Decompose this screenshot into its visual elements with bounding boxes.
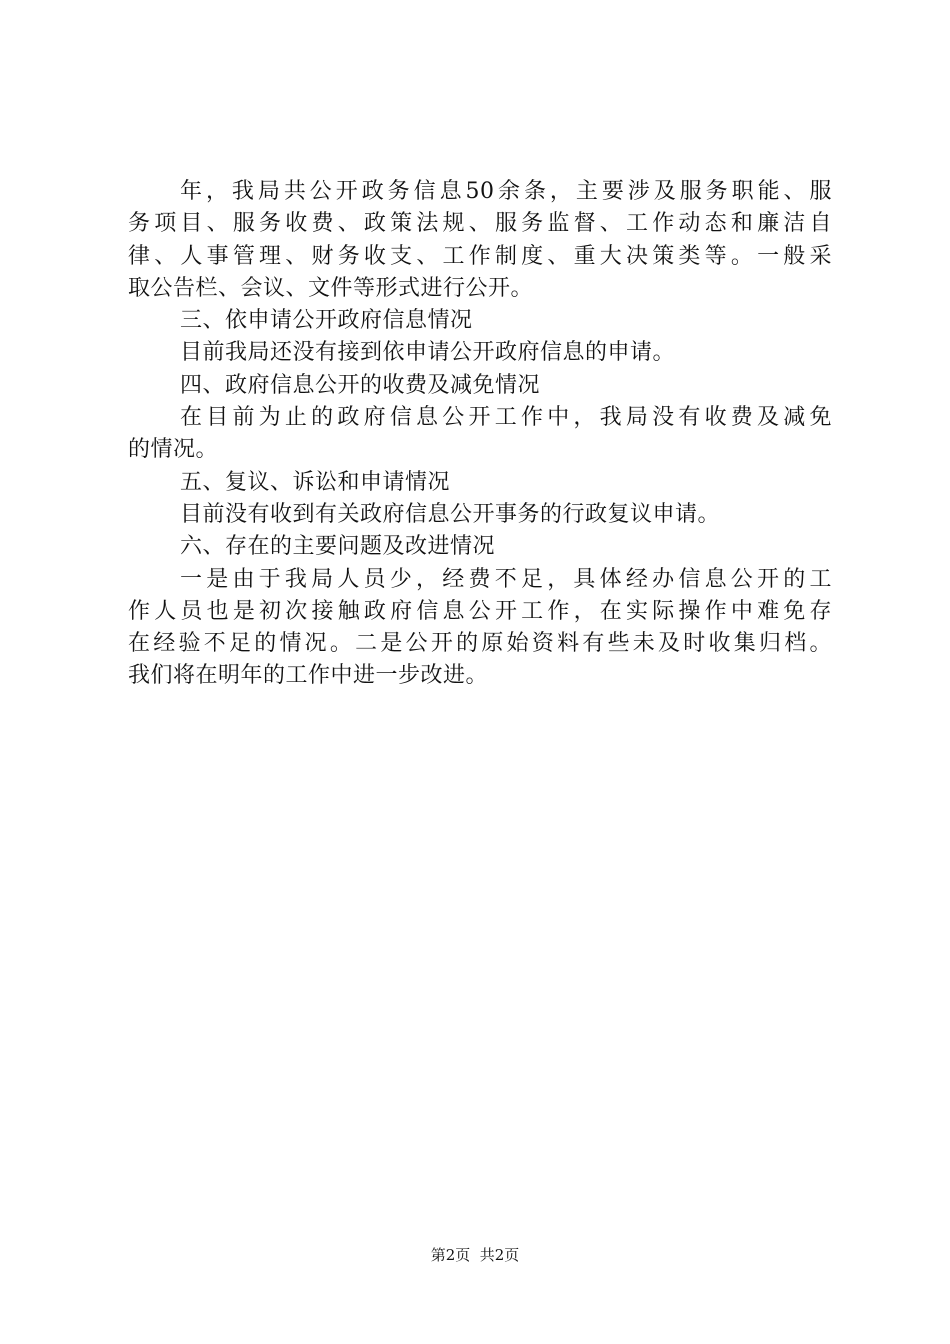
- paragraph-line: 我们将在明年的工作中进一步改进。: [128, 663, 489, 689]
- paragraph-line: 取公告栏、会议、文件等形式进行公开。: [128, 275, 534, 301]
- document-body: [128, 176, 832, 693]
- page-footer: [0, 1240, 950, 1270]
- paragraph-line: 年，我局共公开政务信息50余条，主要涉及服务职能、服: [180, 179, 832, 204]
- paragraph-line: 在目前为止的政府信息公开工作中，我局没有收费及减免: [180, 405, 832, 431]
- paragraph-line: 在经验不足的情况。二是公开的原始资料有些未及时收集归档。: [128, 631, 832, 657]
- page-number-label: 第2页 共2页: [430, 1246, 520, 1264]
- section-heading: 五、复议、诉讼和申请情况: [180, 469, 451, 495]
- paragraph-line: 目前我局还没有接到依申请公开政府信息的申请。: [180, 340, 676, 366]
- section-heading: 四、政府信息公开的收费及减免情况: [180, 372, 541, 398]
- paragraph-line: 作人员也是初次接触政府信息公开工作，在实际操作中难免存: [128, 598, 832, 624]
- section-heading: 六、存在的主要问题及改进情况: [180, 534, 496, 560]
- paragraph-line: 律、人事管理、财务收支、工作制度、重大决策类等。一般采: [128, 243, 832, 269]
- paragraph-line: 一是由于我局人员少，经费不足，具体经办信息公开的工: [180, 566, 832, 592]
- paragraph-line: 的情况。: [128, 437, 219, 463]
- paragraph-line: 目前没有收到有关政府信息公开事务的行政复议申请。: [180, 501, 721, 527]
- paragraph-line: 务项目、服务收费、政策法规、服务监督、工作动态和廉洁自: [128, 211, 832, 237]
- section-heading: 三、依申请公开政府信息情况: [180, 308, 473, 334]
